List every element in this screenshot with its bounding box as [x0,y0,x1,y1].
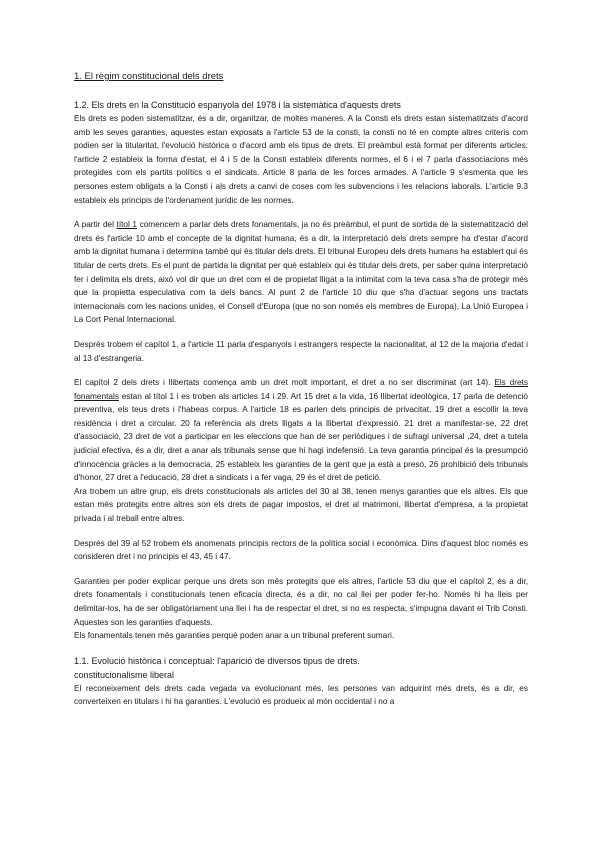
document-body [74,70,528,709]
paragraph: Després del 39 al 52 trobem els anomenats principis rectors de la política social i econòmica. Dins d'aquest bloc només es consideren dret i no principis el 43, 45 i 47. [74,538,528,562]
paragraph [74,218,528,327]
paragraph-text: El capítol 2 dels drets i llibertats comença amb un dret molt important, el dret a no ser discriminat (art 14). [74,378,495,388]
paragraph: Els fonamentals tenen més garanties perquè poden anar a un tribunal preferent sumari. [74,631,395,641]
section-heading-1-2: 1.2. Els drets en la Constitució espanyola del 1978 i la sistemàtica d'aquests drets [74,100,401,110]
section-subheading: constitucionalisme liberal [74,669,175,680]
paragraph [74,376,528,485]
paragraph: Garanties per poder explicar perque uns drets son més protegits que els altres, l'article 53 diu que el capítol 2, és a dir, drets fonamentals i constitucionals tenen eficacia directa, és a dir, no cal llei per poder fer-ho. Només hi ha lleis per delimitar-los, ha de ser obligatòriament una llei i ha de respectar el dret, si no es respecta, s'impugna davant el Trib Consti. Aquestes son les garanties d'aquests. [74,576,528,627]
underlined-term: Els drets fonamentals [74,378,528,401]
document-title: 1. El règim constitucional dels drets [74,71,224,82]
section-heading-1-1: 1.1. Evolució històrica i conceptual: l'aparició de diversos tipus de drets. [74,655,360,666]
paragraph: El reconeixement dels drets cada vegada va evolucionant més, les persones van adquirint més drets, és a dir, es converteixen en titulars i hi ha garanties. L'evolució es produeix al món occidental i no a [74,683,528,707]
paragraph-text: estan al títol 1 i es troben als articles 14 i 29. Art 15 dret a la vida, 16 llibertat ideològica, 17 parla de detenció preventiva, els teus drets i l'habeas corpus. A l'article 18 es parlen dels principis de privacitat, 19 dret a escollir la teva residència i dret a circular. 20 fa referència als drets lligats a la llibertat d'expressió. 21 dret a manifestar-se, 22 dret d'associació, 23 dret de vot a participar en les eleccions que han de ser periòdiques i de sufragi universal ,24, dret a tutela judicial efectiva, és a dir, dret a anar als tribunals sense que hi hagi indefensió. La teva garantia principal és la presumpció d'innocència gràcies a la democracia, 25 estableix les garanties de la gent que ja està a presó, 26 prohibició dels tribunals d'honor, 27 dret a l'educació, 28 dret a sindicats i a fer vaga, 29 és el dret de petició. [74,391,528,483]
paragraph: Després trobem el capítol 1, a l'article 11 parla d'espanyols i estrangers respecte la nacionalitat, al 12 de la majoria d'edat i al 13 d'estrangeria. [74,339,528,363]
paragraph: Ara trobem un altre grup, els drets constitucionals als articles del 30 al 38, tenen menys garanties que els altres. Els que estan més protegits entre altres son els drets de pagar impostos, el dret al matrimoni, llibertat d'empresa, a la propietat privada i al treball entre altres. [74,486,528,524]
underlined-term: títol 1 [116,220,137,230]
paragraph-text: comencem a parlar dels drets fonamentals, ja no és preàmbul, el punt de sortida de la sistematització del drets és l'article 10 amb el concepte de la dignitat humana, és a dir, la interpretació dels drets sempre ha d'estar d'acord amb la dignitat humana i determina també qui és titular dels drets. El tribunal Europeu dels drets humans ha establert qui és titular de certs drets. Es el punt de partida la dignitat per què estableix qui és titular dels drets, per saber quina interpretació fer i delimita els drets, això vol dir que un dret com el de propietat lligat a la intimitat com la teva casa s'ha de protegir més que la propietta especulativa com la dels bancs. Al punt 2 de l'article 10 diu que s'ha d'actuar segons uns tractats internacionals com les nacions unides, el Consell d'Europa (que no son només els membres de Europa), La Unió Europea i La Cort Penal Internacional. [74,220,528,325]
paragraph-text: A partir del [74,220,117,230]
paragraph: Els drets es poden sistematitzar, és a dir, organitzar, de moltes maneres. A la Consti els drets estan sistematitzats d'acord amb les seves garanties, aquestes estan exposats a l'article 53 de la consti, la consti no té en compte altres criteris com podien ser la titularitat, l'evolució històrica o d'acord amb els tipus de drets. El preàmbul està format per diferents articles: l'article 2 estableix la forma d'estat, el 4 i 5 de la Consti estableix diferents normes, el 6 i el 7 parla d'associacions més protegides com els partits polítics o el sindicats. Article 8 parla de les forces armades. A l'article 9 s'esmenta que les persones estem obligats a la Consti i als drets a canvi de coses com les subvencions i les relacions laborals. L'article 9.3 estableix els principis de l'ordenament jurídic de les normes. [74,114,528,205]
